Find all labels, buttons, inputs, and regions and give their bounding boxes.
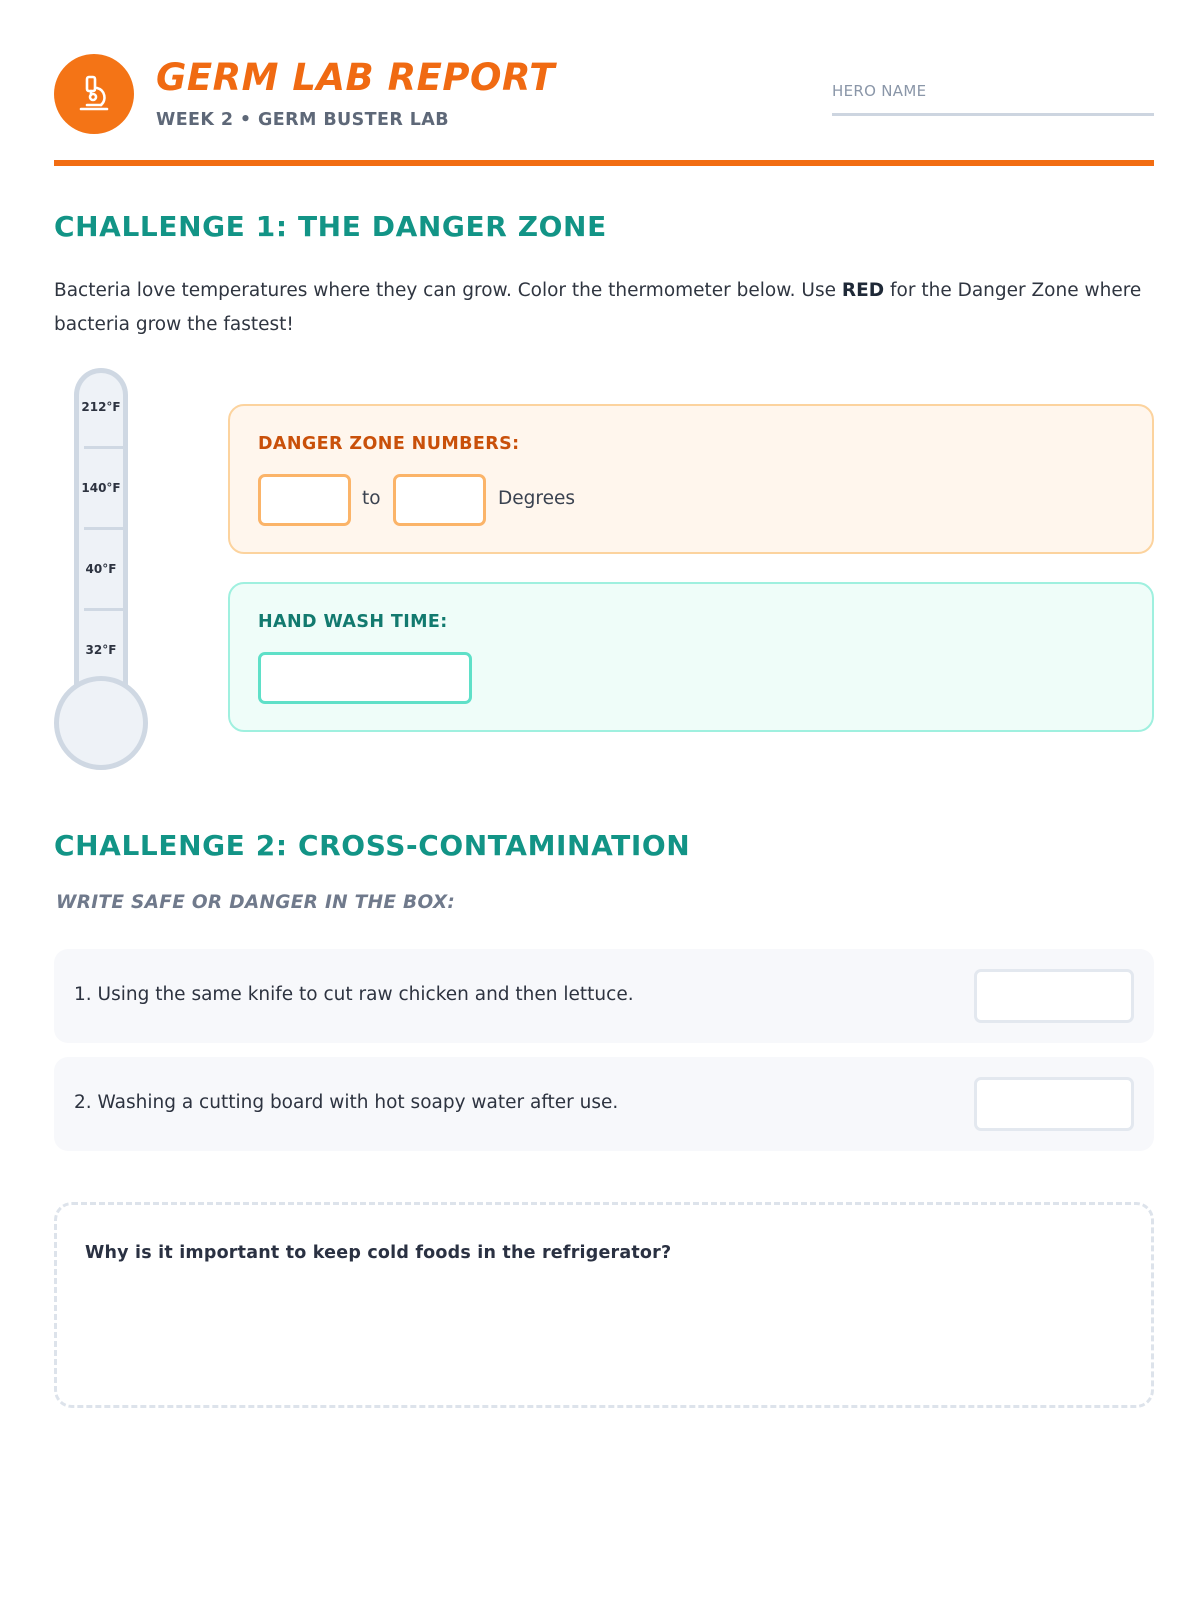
danger-zone-to-input[interactable] <box>393 474 486 526</box>
danger-zone-to-text: to <box>362 488 381 509</box>
worksheet-header <box>54 54 1154 168</box>
thermometer-tick-label: 140°F <box>81 481 121 495</box>
question-row <box>54 949 1154 1043</box>
thermometer-bulb[interactable] <box>54 676 148 770</box>
thermometer-divider <box>84 608 124 611</box>
safe-danger-answer-box[interactable] <box>974 969 1134 1023</box>
intro-text-end: for the Danger Zone where bacteria grow the fastest! <box>54 280 1142 335</box>
danger-zone-unit: Degrees <box>498 488 575 509</box>
challenge-2-instruction: WRITE SAFE OR DANGER IN THE BOX: <box>56 892 456 913</box>
challenge-2-title: CHALLENGE 2: CROSS-CONTAMINATION <box>54 829 691 862</box>
hand-wash-input[interactable] <box>258 652 472 704</box>
microscope-logo <box>54 54 134 134</box>
safe-danger-answer-box[interactable] <box>974 1077 1134 1131</box>
open-answer-box[interactable] <box>54 1202 1154 1408</box>
danger-zone-label: DANGER ZONE NUMBERS: <box>258 434 520 454</box>
microscope-icon <box>75 74 113 114</box>
thermometer-divider <box>84 446 124 449</box>
challenge-1-title: CHALLENGE 1: THE DANGER ZONE <box>54 210 607 243</box>
thermometer-divider <box>84 527 124 530</box>
header-divider <box>54 160 1154 166</box>
question-text: 2. Washing a cutting board with hot soapy water after use. <box>74 1092 619 1113</box>
intro-text-start: Bacteria love temperatures where they can grow. Color the thermometer below. Use <box>54 280 842 301</box>
danger-zone-from-input[interactable] <box>258 474 351 526</box>
intro-text-red: RED <box>841 280 885 301</box>
hand-wash-card <box>228 582 1154 732</box>
hand-wash-label: HAND WASH TIME: <box>258 612 448 632</box>
hero-name-label: HERO NAME <box>832 82 927 100</box>
report-title: GERM LAB REPORT <box>156 56 556 99</box>
hero-name-field[interactable] <box>832 82 1154 116</box>
question-row <box>54 1057 1154 1151</box>
danger-zone-card <box>228 404 1154 554</box>
thermometer-tick-label: 40°F <box>85 562 117 576</box>
thermometer[interactable] <box>54 368 148 770</box>
thermometer-tick-label: 212°F <box>81 400 121 414</box>
challenge-1-intro <box>54 274 1144 342</box>
thermometer-tick-label: 32°F <box>85 643 117 657</box>
question-text: 1. Using the same knife to cut raw chicken and then lettuce. <box>74 984 634 1005</box>
report-subtitle: WEEK 2 • GERM BUSTER LAB <box>156 110 449 130</box>
open-question-text: Why is it important to keep cold foods in the refrigerator? <box>85 1243 672 1263</box>
thermometer-tube[interactable] <box>74 368 128 698</box>
